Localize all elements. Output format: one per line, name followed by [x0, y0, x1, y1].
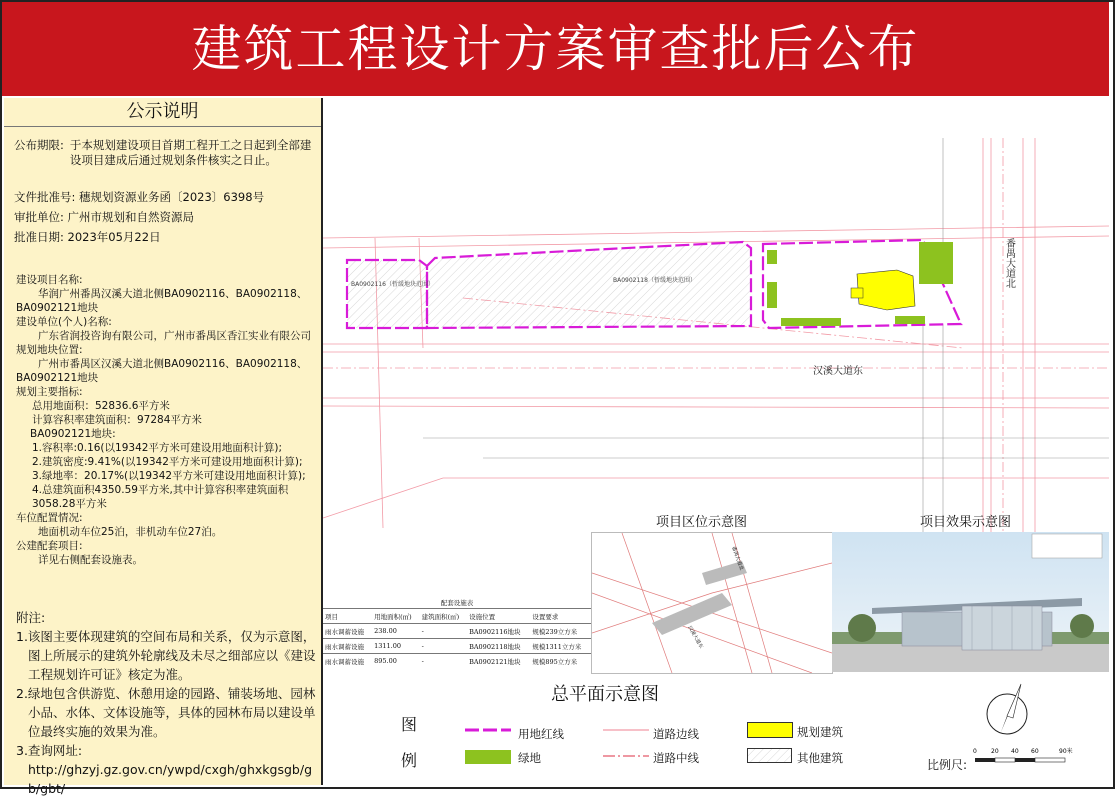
doc-row: [14, 190, 314, 205]
page-title: 建筑工程设计方案审查批后公布: [2, 2, 1109, 96]
parking-value: 地面机动车位25泊，非机动车位27泊。: [38, 526, 223, 538]
table-cell: 雨水调蓄设施: [323, 624, 372, 639]
location-value: 广州市番禺区汉溪大道北侧BA0902116、BA0902118、BA0902121地块: [16, 358, 308, 384]
far-area: 计算容积率建筑面积：97284平方米: [32, 414, 202, 426]
note-item: 2.绿地包含供游览、休憩用途的园路、铺装场地、园林小品、水体、文体设施等，具体的园林布局以建设单位最终实施的效果为准。: [16, 686, 316, 739]
legend-green: 绿地: [518, 751, 541, 765]
scale-tick: 40: [1011, 748, 1019, 755]
plan-title: 总平面示意图: [551, 684, 659, 705]
scale-label: 比例尺:: [927, 758, 968, 772]
site-plan-map: [323, 98, 1109, 532]
project-name-value: 华润广州番禺汉溪大道北侧BA0902116、BA0902118、BA0902121地块: [16, 288, 308, 314]
road-edge-key: [601, 724, 651, 736]
table-cell: -: [420, 654, 467, 669]
legend-label-1: 图: [401, 715, 418, 734]
period-label: 公布期限:: [14, 138, 64, 152]
plot-label: BA0902121地块:: [30, 428, 116, 440]
project-details: [16, 273, 320, 567]
scale-tick: 20: [991, 748, 999, 755]
table-cell: -: [420, 624, 467, 639]
header-cell: 设置要求: [530, 609, 591, 624]
table-cell: 238.00: [372, 624, 419, 639]
doc-label: 文件批准号:: [14, 190, 76, 204]
scale-bar: [971, 744, 1083, 768]
table-cell: 雨水调蓄设施: [323, 654, 372, 669]
indicator-item: 2.建筑密度:9.41%(以19342平方米可建设用地面积计算);: [32, 456, 303, 468]
table-cell: 雨水调蓄设施: [323, 639, 372, 654]
notes-title: 附注:: [16, 610, 46, 625]
scale-tick: 60: [1031, 748, 1039, 755]
svg-text:汉溪大道东: 汉溪大道东: [686, 625, 704, 650]
location-label: 规划地块位置:: [16, 344, 83, 356]
table-cell: 1311.00: [372, 639, 419, 654]
indicator-item: 4.总建筑面积4350.59平方米,其中计算容积率建筑面积3058.28平方米: [32, 484, 289, 510]
date-row: [14, 230, 314, 245]
location-caption: 项目区位示意图: [656, 515, 748, 530]
table-cell: 规模1311立方米: [530, 639, 591, 654]
effect-rendering: [832, 532, 1109, 672]
approver-label: 审批单位:: [14, 210, 64, 224]
table-row: [323, 639, 591, 654]
other-key: [747, 748, 793, 764]
legend-other: 其他建筑: [797, 751, 843, 765]
note-item: 1.该图主要体现建筑的空间布局和关系，仅为示意图，图上所展示的建筑外轮廓线及未尽之细部应以《建设工程规划许可证》核定为准。: [16, 629, 316, 682]
facility-table: [323, 598, 591, 668]
table-cell: 895.00: [372, 654, 419, 669]
north-arrow-icon: [977, 680, 1037, 742]
approver-row: [14, 210, 314, 225]
table-cell: BA0902121地块: [467, 654, 530, 669]
road-main-label: 汉溪大道东: [813, 366, 863, 377]
parking-label: 车位配置情况:: [16, 512, 83, 524]
indicator-item: 1.容积率:0.16(以19342平方米可建设用地面积计算);: [32, 442, 283, 454]
note-item: 3.查询网址:: [16, 743, 83, 758]
indicator-item: 3.绿地率：20.17%(以19342平方米可建设用地面积计算);: [32, 470, 306, 482]
table-cell: BA0902118地块: [467, 639, 530, 654]
table-cell: 规模895立方米: [530, 654, 591, 669]
road-side-label: 番禺大道北: [1003, 238, 1015, 288]
table-row: [323, 654, 591, 669]
public-label: 公建配套项目:: [16, 540, 83, 552]
query-url-link[interactable]: http://ghzyj.gz.gov.cn/ywpd/cxgh/ghxkgsgb/gb/gbt/: [28, 762, 313, 796]
planned-building: [851, 270, 915, 310]
table-header-row: [323, 609, 591, 624]
unit-value: 广东省润投咨询有限公司，广州市番禺区香江实业有限公司: [38, 330, 311, 342]
notes: [16, 608, 316, 798]
scale-tick: 90米: [1059, 748, 1073, 755]
date-value: 2023年05月22日: [67, 230, 161, 244]
period-row: [14, 138, 314, 168]
table-cell: -: [420, 639, 467, 654]
effect-caption: 项目效果示意图: [920, 515, 1012, 530]
plot-b-label: BA0902118（暂缓地块范围）: [613, 277, 696, 284]
public-value: 详见右侧配套设施表。: [38, 554, 143, 566]
planned-key: [747, 722, 793, 738]
header-cell: 用地面积(㎡): [372, 609, 419, 624]
location-map: [591, 532, 833, 674]
legend-red-line: 用地红线: [518, 727, 564, 741]
approver-value: 广州市规划和自然资源局: [67, 210, 195, 224]
legend-planned: 规划建筑: [797, 725, 843, 739]
plot-a-label: BA0902116（暂缓地块范围）: [351, 281, 434, 288]
svg-text:番禺大道北: 番禺大道北: [730, 545, 745, 572]
facility-table-title: 配套设施表: [440, 599, 474, 607]
green-key: [465, 750, 511, 764]
legend-label-2: 例: [401, 751, 418, 770]
table-row: [323, 624, 591, 639]
legend-road-center: 道路中线: [653, 751, 699, 765]
header-cell: 项目: [323, 609, 372, 624]
header-cell: 设施位置: [467, 609, 530, 624]
notice-panel: [4, 98, 323, 796]
total-area: 总用地面积：52836.6平方米: [32, 400, 170, 412]
notice-title: 公示说明: [4, 98, 321, 127]
red-line-key: [463, 724, 513, 736]
indicators-label: 规划主要指标:: [16, 386, 83, 398]
road-center-key: [601, 750, 651, 762]
scale-tick: 0: [973, 748, 977, 755]
legend-road-edge: 道路边线: [653, 727, 699, 741]
road-lines: [323, 138, 1109, 532]
table-cell: BA0902116地块: [467, 624, 530, 639]
period-text: 于本规划建设项目首期工程开工之日起到全部建设项目建成后通过规划条件核实之日止。: [69, 138, 312, 167]
header-cell: 建筑面积(㎡): [420, 609, 467, 624]
project-name-label: 建设项目名称:: [16, 274, 83, 286]
unit-label: 建设单位(个人)名称:: [16, 316, 112, 328]
doc-value: 穗规划资源业务函〔2023〕6398号: [79, 190, 265, 204]
table-cell: 规模239立方米: [530, 624, 591, 639]
date-label: 批准日期:: [14, 230, 64, 244]
drawing-area: [323, 98, 1109, 785]
